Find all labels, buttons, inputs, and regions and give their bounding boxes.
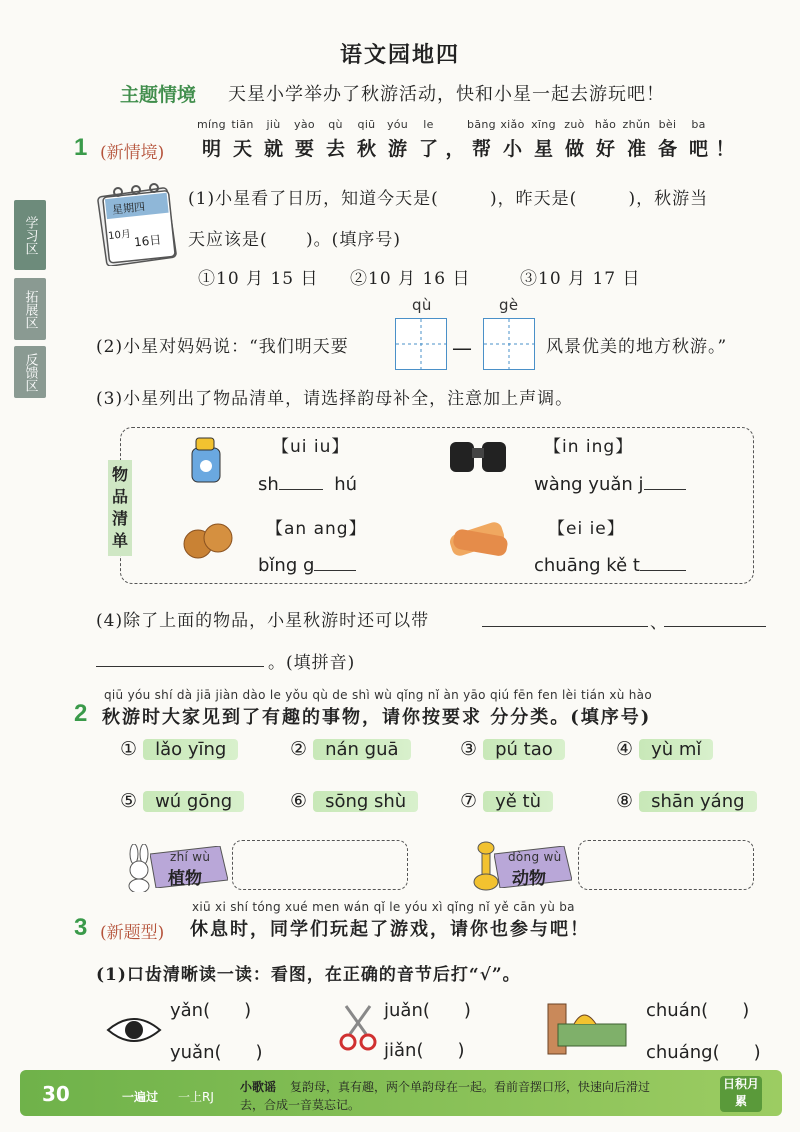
ruby-char: yóu 游 [386,118,409,160]
q2-pinyin-line: qiū yóu shí dà jiā jiàn dào le yǒu qù de shì wù qǐng nǐ àn yāo qiú fēn fen lèi tián xù hào [104,688,652,702]
answer-separator: 、 [650,613,668,633]
ruby-char: bāng 帮 [467,118,496,160]
date-option-1: ①10 月 15 日 [198,269,319,289]
option-pinyin: yù mǐ [639,739,713,760]
q1-part4-line2: 。(填拼音) [268,653,356,673]
q1-part3-text: (3)小星列出了物品清单，请选择韵母补全，注意加上声调。 [96,389,574,409]
sidebar-tab-extend[interactable]: 拓展区 [14,278,46,340]
word-option[interactable] [120,790,244,812]
item-1-word: sh hú [258,474,358,495]
ruby-char: qiū 秋 [356,118,376,160]
q3-heading: 休息时，同学们玩起了游戏，请你也参与吧！ [190,919,590,940]
option-pinyin: wú gōng [143,791,244,812]
ruby-char: ， [445,138,465,160]
date-option-2: ②10 月 16 日 [350,269,471,289]
brand-label: 一遍过 [122,1090,159,1104]
category-animals-pinyin: dòng wù [508,850,562,864]
item-4-choice: 【ei ie】 [548,519,625,539]
calendar-weekday: 星期四 [111,200,146,217]
category-animals-label: 动物 [512,869,546,889]
ruby-char: zuò 做 [564,118,585,160]
option-pinyin: nán guā [313,739,410,760]
q3-part1-text: (1)口齿清晰读一读：看图，在正确的音节后打“√”。 [96,965,521,985]
song-line-1: 复韵母，真有趣，两个单韵母在一起。看前音摆口形，快速向后滑过 [290,1080,651,1094]
word-option[interactable] [460,738,565,760]
q1-ruby-row [196,118,736,161]
ruby-char: xiǎo 小 [500,118,525,160]
word-option[interactable] [460,790,553,812]
calendar-icon [96,182,178,266]
option-number: ⑥ [290,790,314,812]
page-number: 30 [42,1082,70,1106]
animals-answer-box[interactable] [578,840,754,890]
q1-part4-line1: (4)除了上面的物品，小星秋游时还可以带 [96,611,430,631]
option-number: ⑤ [120,790,144,812]
song-label: 小歌谣 [240,1080,277,1094]
ruby-char: tiān 天 [231,118,254,160]
option-number: ⑧ [616,790,640,812]
tianzige-pinyin-1: qù [412,296,432,314]
water-bottle-icon [184,434,226,488]
pinyin-chuan: chuán( ) [646,1000,750,1021]
ruby-char: qù 去 [325,118,345,160]
biscuits-icon [178,520,240,564]
item-1-blank[interactable] [279,489,323,490]
answer-line-1[interactable] [482,626,648,627]
item-3-blank[interactable] [314,570,356,571]
tianzige-box-1[interactable] [395,318,447,370]
pinyin-yuan: yuǎn( ) [170,1042,263,1063]
plants-answer-box[interactable] [232,840,408,890]
ruby-char: jiù 就 [263,118,283,160]
tianzige-box-2[interactable] [483,318,535,370]
scissors-icon [336,1002,380,1056]
ruby-char: zhǔn 准 [622,118,651,160]
theme-label: 主题情境 [120,84,197,106]
word-option[interactable] [290,790,418,812]
ruby-char: hǎo 好 [594,118,617,160]
option-pinyin: shān yáng [639,791,756,812]
q1-part2-text: (2)小星对妈妈说：“我们明天要 [96,337,349,357]
ruby-char: xīng 星 [531,118,556,160]
option-pinyin: lǎo yīng [143,739,238,760]
word-option[interactable] [616,738,713,760]
q1-heading [196,118,736,161]
sidebar-tab-study[interactable]: 学习区 [14,200,46,270]
sidebar-tab-feedback[interactable]: 反馈区 [14,346,46,398]
category-banner-animals [494,846,572,888]
bed-icon [544,1000,630,1064]
calendar-day: 16日 [133,232,162,250]
option-pinyin: pú tao [483,739,565,760]
date-option-3: ③10 月 17 日 [520,269,641,289]
category-plants-label: 植物 [168,869,202,889]
item-2-blank[interactable] [644,489,686,490]
option-pinyin: yě tù [483,791,553,812]
word-option[interactable] [120,738,238,760]
tianzige-pinyin-2: gè [499,296,519,314]
page-title: 语文园地四 [339,42,460,68]
item-4-blank[interactable] [640,570,686,571]
question-tag: (新题型) [100,923,165,943]
item-2-choice: 【in ing】 [544,437,634,457]
q2-heading: 秋游时大家见到了有趣的事物，请你按要求 分分类。(填序号) [102,707,652,728]
question-number: 2 [74,700,88,727]
q1-part1-line1: (1)小星看了日历，知道今天是( )，昨天是( )，秋游当 [188,189,709,209]
answer-line-2[interactable] [664,626,766,627]
song-line-2: 去，合成一音莫忘记。 [240,1098,361,1112]
question-tag: (新情境) [100,143,165,163]
item-4-word: chuāng kě t [534,555,686,576]
q1-part2-after: 风景优美的地方秋游。” [546,337,728,357]
pinyin-jian: jiǎn( ) [384,1040,465,1061]
category-banner-plants [150,846,228,888]
band-aid-icon [444,516,510,566]
ruby-char: le 了 [418,118,438,160]
q3-pinyin-line: xiū xi shí tóng xué men wán qǐ le yóu xì qǐng nǐ yě cān yù ba [192,900,575,914]
ruby-char: míng 明 [197,118,226,160]
word-option[interactable] [290,738,411,760]
ruby-char: ！ [715,138,735,160]
option-number: ② [290,738,314,760]
answer-line-3[interactable] [96,666,264,667]
item-1-choice: 【ui iu】 [272,437,350,457]
q1-part1-line2: 天应该是( )。(填序号) [188,230,401,250]
option-number: ④ [616,738,640,760]
question-number: 3 [74,914,88,941]
question-number: 1 [74,134,88,161]
eye-icon [106,1012,162,1052]
grade-label: 一上RJ [178,1090,214,1104]
item-list-label: 物品清单 [108,460,132,556]
item-3-word: bǐng g [258,555,356,576]
pinyin-juan: juǎn( ) [384,1000,471,1021]
option-number: ③ [460,738,484,760]
ruby-char: yào 要 [294,118,315,160]
option-pinyin: sōng shù [313,791,418,812]
daily-badge: 日积月累 [720,1076,762,1112]
pinyin-chuang: chuáng( ) [646,1042,761,1063]
item-3-choice: 【an ang】 [266,519,367,539]
option-number: ⑦ [460,790,484,812]
calendar-month: 10月 [107,228,132,243]
pinyin-yan: yǎn( ) [170,1000,252,1021]
option-number: ① [120,738,144,760]
item-2-word: wàng yuǎn j [534,474,686,495]
dash-separator: — [452,336,472,360]
word-option[interactable] [616,790,757,812]
category-plants-pinyin: zhí wù [170,850,211,864]
binoculars-icon [446,436,510,480]
ruby-char: ba 吧 [688,118,708,160]
ruby-char: bèi 备 [657,118,677,160]
theme-text: 天星小学举办了秋游活动，快和小星一起去游玩吧！ [228,84,665,105]
